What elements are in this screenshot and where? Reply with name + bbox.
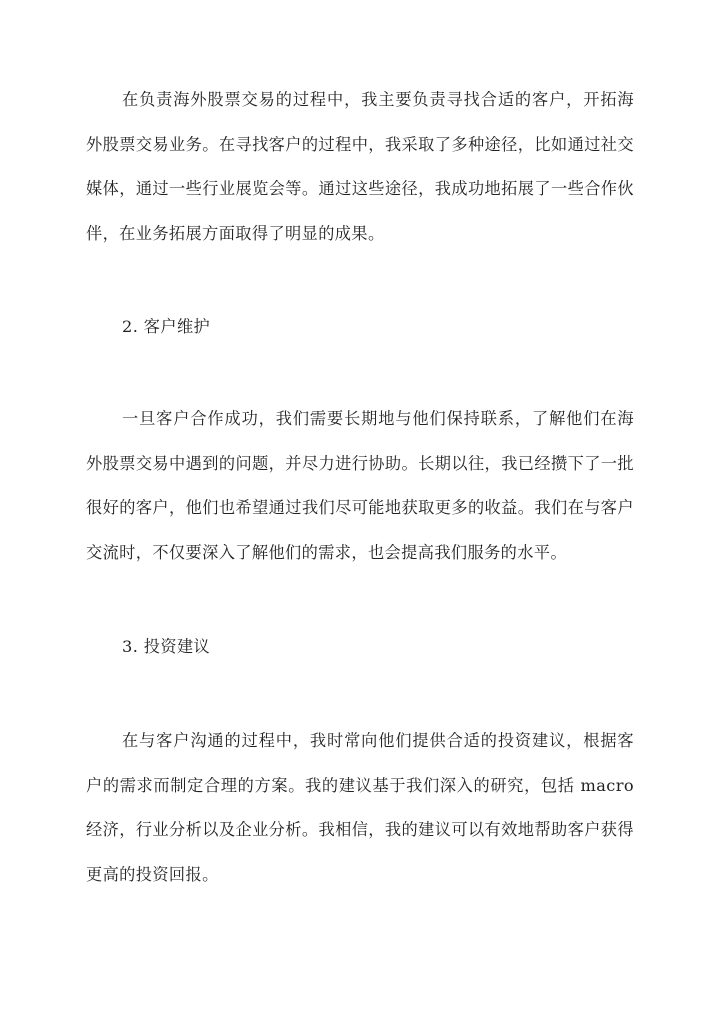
paragraph-investment-advice: 在与客户沟通的过程中，我时常向他们提供合适的投资建议，根据客户的需求而制定合理的方案。我的建议基于我们深入的研究，包括 macro经济，行业分析以及企业分析。我相信，我的建议可以有效地帮助客户获得更高的投资回报。: [86, 731, 634, 884]
paragraph-customer-development: 在负责海外股票交易的过程中，我主要负责寻找合适的客户，开拓海外股票交易业务。在寻找客户的过程中，我采取了多种途径，比如通过社交媒体，通过一些行业展览会等。通过这些途径，我成功地拓展了一些合作伙伴，在业务拓展方面取得了明显的成果。: [86, 90, 634, 243]
section-heading-customer-maintenance: 2. 客户维护: [122, 317, 211, 336]
paragraph-customer-maintenance: 一旦客户合作成功，我们需要长期地与他们保持联系，了解他们在海外股票交易中遇到的问题，并尽力进行协助。长期以往，我已经攒下了一批很好的客户，他们也希望通过我们尽可能地获取更多的收益。我们在与客户交流时，不仅要深入了解他们的需求，也会提高我们服务的水平。: [86, 409, 634, 562]
section-heading-investment-advice: 3. 投资建议: [122, 637, 211, 656]
